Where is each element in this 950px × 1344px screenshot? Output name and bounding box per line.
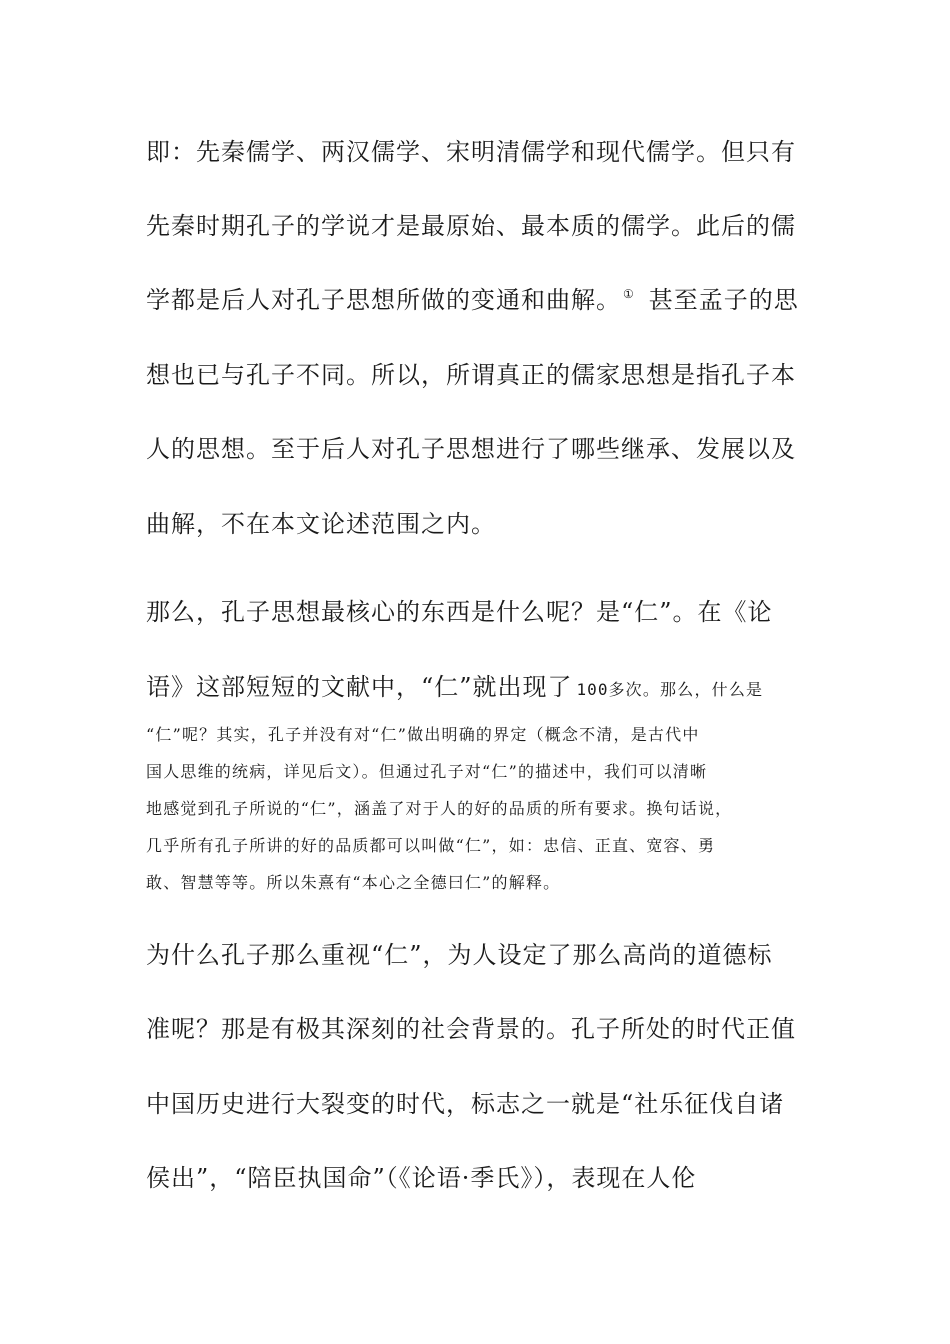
- text-segment: 语》这部短短的文献中，“仁”就出现了: [146, 673, 573, 701]
- text-line: 即：先秦儒学、两汉儒学、宋明清儒学和现代儒学。但只有: [146, 138, 796, 166]
- number-text: 100: [576, 680, 609, 699]
- text-line: 先秦时期孔子的学说才是最原始、最本质的儒学。此后的儒: [146, 212, 796, 240]
- text-line: 曲解，不在本文论述范围之内。: [146, 510, 496, 538]
- text-line: 地感觉到孔子所说的“仁”，涵盖了对于人的好的品质的所有要求。换句话说，: [146, 799, 733, 818]
- text-line: 为什么孔子那么重视“仁”，为人设定了那么高尚的道德标: [146, 941, 773, 969]
- text-segment: 多次。那么，什么是: [608, 680, 764, 699]
- text-line: 准呢？那是有极其深刻的社会背景的。孔子所处的时代正值: [146, 1015, 796, 1043]
- text-segment: 甚至孟子的思: [648, 286, 799, 314]
- text-line: [146, 672, 763, 705]
- text-line: 侯出”，“陪臣执国命”（《论语·季氏》），表现在人伦: [146, 1164, 697, 1192]
- text-line: 那么，孔子思想最核心的东西是什么呢？是“仁”。在《论: [146, 598, 773, 626]
- text-line: [146, 285, 799, 319]
- text-line: “仁”呢？其实，孔子并没有对“仁”做出明确的界定（概念不清，是古代中: [146, 725, 700, 744]
- text-line: 想也已与孔子不同。所以，所谓真正的儒家思想是指孔子本: [146, 361, 796, 389]
- text-line: 中国历史进行大裂变的时代，标志之一就是“社乐征伐自诸: [146, 1090, 785, 1118]
- text-line: 几乎所有孔子所讲的好的品质都可以叫做“仁”，如：忠信、正直、宽容、勇: [146, 836, 716, 855]
- text-line: 国人思维的统病，详见后文）。但通过孔子对“仁”的描述中，我们可以清晰: [146, 762, 708, 781]
- text-line: 人的思想。至于后人对孔子思想进行了哪些继承、发展以及: [146, 435, 796, 463]
- text-line: 敢、智慧等等。所以朱熹有“本心之全德曰仁”的解释。: [146, 873, 561, 892]
- footnote-marker[interactable]: ①: [623, 287, 635, 301]
- text-segment: 学都是后人对孔子思想所做的变通和曲解。: [146, 286, 621, 314]
